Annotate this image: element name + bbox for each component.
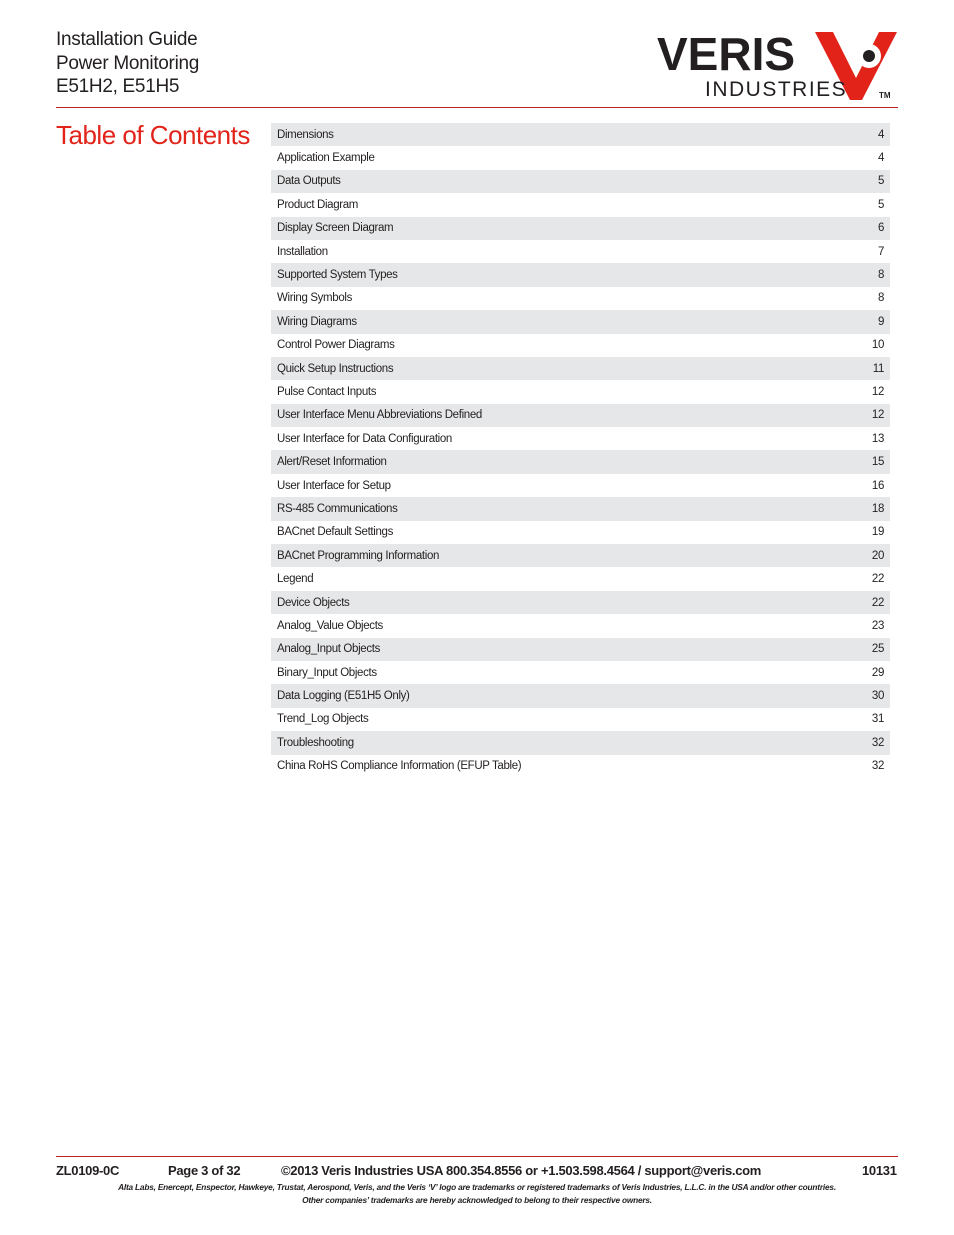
toc-entry-page: 18	[871, 502, 884, 515]
toc-entry[interactable]	[271, 123, 890, 146]
toc-entry[interactable]	[271, 474, 890, 497]
footer-page-number: Page 3 of 32	[168, 1163, 241, 1178]
toc-entry[interactable]	[271, 217, 890, 240]
footer-trademark-line2: Other companies’ trademarks are hereby acknowledged to belong to their respective owners.	[302, 1195, 652, 1205]
toc-entry[interactable]	[271, 684, 890, 707]
toc-entry[interactable]	[271, 567, 890, 590]
toc-entry[interactable]	[271, 614, 890, 637]
veris-industries-logo	[655, 26, 900, 102]
toc-entry-title: Data Outputs	[277, 175, 341, 188]
footer-doc-id: ZL0109-0C	[56, 1163, 120, 1178]
toc-entry-page: 23	[871, 619, 884, 632]
toc-entry[interactable]	[271, 450, 890, 473]
toc-entry-page: 19	[871, 526, 884, 539]
toc-entry-page: 4	[877, 128, 884, 141]
toc-entry-page: 20	[871, 549, 884, 562]
toc-entry-title: Display Screen Diagram	[277, 222, 394, 235]
toc-entry-title: User Interface for Setup	[277, 479, 391, 492]
toc-entry-page: 10	[871, 339, 884, 352]
toc-entry-title: Quick Setup Instructions	[277, 362, 394, 375]
toc-entry[interactable]	[271, 357, 890, 380]
toc-entry-page: 6	[877, 222, 884, 235]
toc-entry-page: 8	[877, 292, 884, 305]
footer-code: 10131	[862, 1163, 897, 1178]
logo-subtitle: INDUSTRIES	[705, 78, 848, 101]
toc-entry-page: 11	[872, 362, 884, 375]
toc-entry-title: Analog_Input Objects	[277, 643, 380, 656]
toc-entry-title: Legend	[277, 573, 314, 586]
toc-entry-title: Supported System Types	[277, 269, 398, 282]
toc-entry-title: BACnet Default Settings	[277, 526, 393, 539]
header-line-guide: Installation Guide	[56, 29, 198, 50]
toc-entry-title: Trend_Log Objects	[277, 713, 369, 726]
toc-entry-title: Binary_Input Objects	[277, 666, 377, 679]
toc-entry-title: Installation	[277, 245, 328, 258]
toc-entry-title: Pulse Contact Inputs	[277, 385, 377, 398]
toc-entry-title: User Interface for Data Configuration	[277, 432, 452, 445]
toc-entry-title: Wiring Symbols	[277, 292, 352, 305]
toc-entry[interactable]	[271, 170, 890, 193]
toc-entry-title: Data Logging (E51H5 Only)	[277, 690, 410, 703]
toc-entry-page: 25	[871, 643, 884, 656]
toc-entry-title: Wiring Diagrams	[277, 315, 357, 328]
toc-entry[interactable]	[271, 193, 890, 216]
toc-title: Table of Contents	[56, 120, 250, 150]
toc-entry[interactable]	[271, 310, 890, 333]
toc-entry-title: RS-485 Communications	[277, 502, 398, 515]
toc-entry-page: 29	[871, 666, 884, 679]
toc-entry-title: Dimensions	[277, 128, 334, 141]
toc-entry[interactable]	[271, 334, 890, 357]
toc-entry-page: 32	[871, 736, 884, 749]
toc-entry-page: 9	[877, 315, 884, 328]
toc-entry[interactable]	[271, 544, 890, 567]
toc-entry-title: Alert/Reset Information	[277, 456, 387, 469]
toc-entry-page: 32	[871, 760, 884, 773]
toc-entry-page: 8	[877, 269, 884, 282]
toc-entry[interactable]	[271, 497, 890, 520]
toc-entry[interactable]	[271, 591, 890, 614]
toc-entry-page: 12	[871, 409, 884, 422]
toc-entry-title: User Interface Menu Abbreviations Defined	[277, 409, 482, 422]
toc-entry-page: 30	[871, 690, 884, 703]
toc-entry[interactable]	[271, 263, 890, 286]
header-line-models: E51H2, E51H5	[56, 76, 180, 97]
logo-wordmark: VERIS	[657, 28, 796, 80]
toc-entry-title: Troubleshooting	[277, 736, 354, 749]
toc-entry-page: 31	[871, 713, 884, 726]
toc-entry-title: China RoHS Compliance Information (EFUP Table)	[277, 760, 522, 773]
toc-list	[271, 123, 890, 778]
toc-entry-page: 12	[871, 385, 884, 398]
toc-entry-title: Control Power Diagrams	[277, 339, 395, 352]
toc-entry-page: 5	[877, 198, 884, 211]
toc-entry-page: 16	[871, 479, 884, 492]
toc-entry[interactable]	[271, 661, 890, 684]
toc-entry-page: 5	[877, 175, 884, 188]
toc-entry-page: 7	[877, 245, 884, 258]
footer-copyright-contact: ©2013 Veris Industries USA 800.354.8556 or +1.503.598.4564 / support@veris.com	[281, 1163, 762, 1178]
footer-divider	[56, 1156, 898, 1157]
toc-entry[interactable]	[271, 708, 890, 731]
toc-entry-page: 22	[871, 573, 884, 586]
toc-entry-page: 15	[871, 456, 884, 469]
footer-trademark-line1: Alta Labs, Enercept, Enspector, Hawkeye, Trustat, Aerospond, Veris, and the Veris ‘V’ logo are trademarks or registered trademarks of Veris Industries, L.L.C. in the USA and/or other countries.	[118, 1182, 836, 1192]
document-header	[56, 28, 199, 99]
toc-entry-page: 13	[871, 432, 884, 445]
toc-entry[interactable]	[271, 240, 890, 263]
toc-entry[interactable]	[271, 146, 890, 169]
toc-entry-title: Device Objects	[277, 596, 350, 609]
toc-entry-page: 4	[877, 152, 884, 165]
header-line-product: Power Monitoring	[56, 52, 200, 74]
header-divider	[56, 107, 898, 108]
toc-entry[interactable]	[271, 380, 890, 403]
toc-entry[interactable]	[271, 427, 890, 450]
logo-trademark: TM	[879, 91, 891, 100]
toc-entry-title: Analog_Value Objects	[277, 619, 383, 632]
veris-logo-graphic	[655, 26, 900, 102]
toc-entry[interactable]	[271, 404, 890, 427]
toc-entry-title: Application Example	[277, 152, 375, 165]
toc-entry-title: BACnet Programming Information	[277, 549, 440, 562]
toc-entry[interactable]	[271, 521, 890, 544]
toc-entry-page: 22	[871, 596, 884, 609]
toc-entry-title: Product Diagram	[277, 198, 359, 211]
toc-entry[interactable]	[271, 731, 890, 754]
toc-entry[interactable]	[271, 287, 890, 310]
toc-entry[interactable]	[271, 638, 890, 661]
toc-entry[interactable]	[271, 755, 890, 778]
